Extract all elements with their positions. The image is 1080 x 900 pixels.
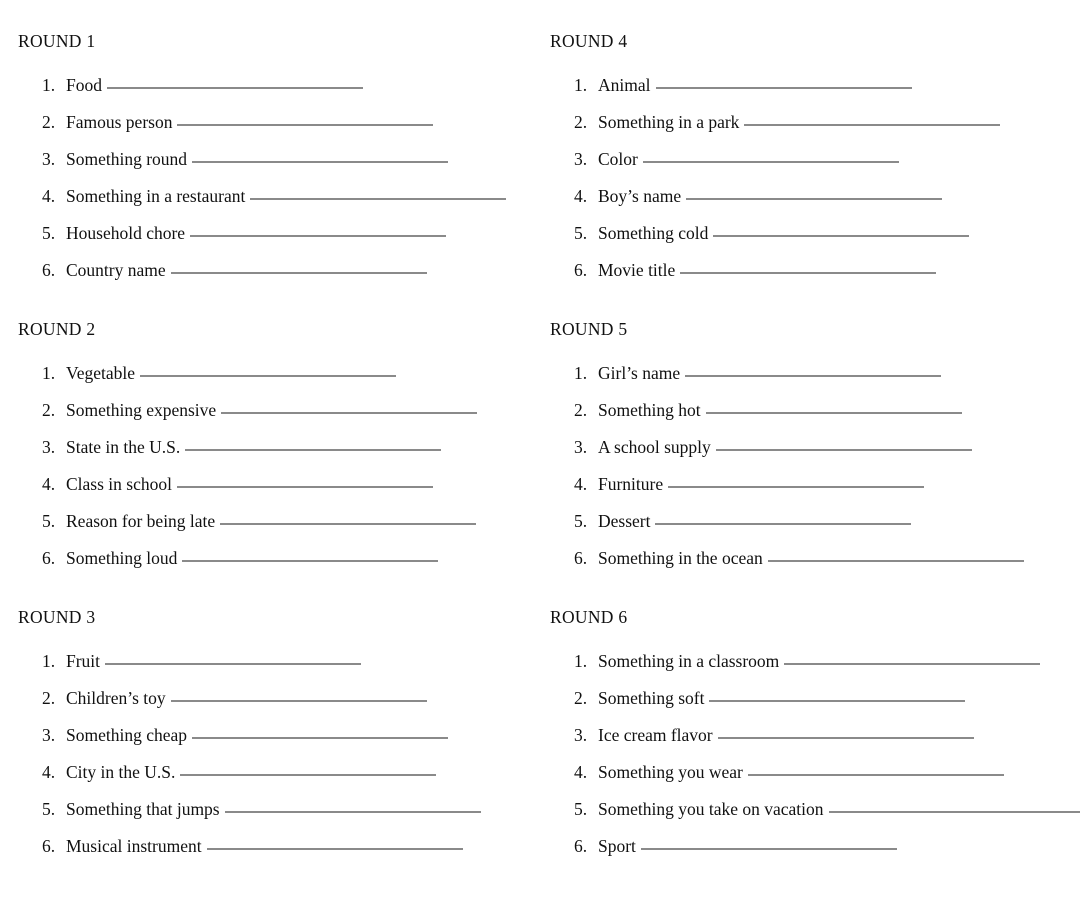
item-number: 3. [42,725,56,745]
item-number: 3. [574,149,588,169]
answer-blank[interactable] [220,522,476,525]
item-label: Something soft [598,688,705,708]
round-item-list [550,650,1080,872]
item-label: A school supply [598,437,711,457]
answer-blank[interactable] [641,847,897,850]
item-number: 4. [574,762,588,782]
round-item [550,148,1080,185]
round-item [18,74,540,111]
answer-blank[interactable] [171,271,427,274]
round-title: ROUND 3 [18,607,96,627]
round-title: ROUND 1 [18,31,96,51]
item-number: 4. [574,474,588,494]
answer-blank[interactable] [680,271,936,274]
item-label: Dessert [598,511,651,531]
round-item-list [18,74,540,296]
round-item [18,111,540,148]
item-number: 1. [574,75,588,95]
item-number: 3. [574,725,588,745]
item-label: Furniture [598,474,664,494]
answer-blank[interactable] [748,773,1004,776]
answer-blank[interactable] [107,86,363,89]
item-number: 2. [574,400,588,420]
item-label: Something cheap [66,725,188,745]
answer-blank[interactable] [250,197,506,200]
item-label: Sport [598,836,636,856]
answer-blank[interactable] [643,160,899,163]
item-label: Country name [66,260,166,280]
round-item [18,687,540,724]
item-number: 1. [574,363,588,383]
answer-blank[interactable] [686,197,942,200]
round-block-1 [18,31,540,319]
round-item [18,148,540,185]
round-item-list [18,650,540,872]
item-label: State in the U.S. [66,437,181,457]
item-number: 1. [42,651,56,671]
round-item [550,399,1080,436]
round-block-4 [550,31,1080,319]
item-label: Something expensive [66,400,217,420]
item-label: Animal [598,75,651,95]
item-label: Something you wear [598,762,743,782]
answer-blank[interactable] [668,485,924,488]
item-label: Something you take on vacation [598,799,824,819]
round-item [550,798,1080,835]
item-label: Something loud [66,548,178,568]
round-title: ROUND 6 [550,607,628,627]
item-label: Something in a park [598,112,740,132]
item-label: Something in a classroom [598,651,780,671]
item-label: Food [66,75,102,95]
answer-blank[interactable] [182,559,438,562]
round-item-list [550,362,1080,584]
round-item-list [18,362,540,584]
answer-blank[interactable] [225,810,481,813]
answer-blank[interactable] [784,662,1040,665]
item-number: 2. [574,688,588,708]
item-label: Vegetable [66,363,135,383]
item-label: Movie title [598,260,676,280]
item-number: 5. [42,799,56,819]
round-item [550,259,1080,296]
item-number: 6. [574,260,588,280]
item-label: Household chore [66,223,186,243]
round-item [550,111,1080,148]
answer-blank[interactable] [718,736,974,739]
item-label: Children’s toy [66,688,166,708]
answer-blank[interactable] [768,559,1024,562]
answer-blank[interactable] [656,86,912,89]
answer-blank[interactable] [713,234,969,237]
round-item [18,362,540,399]
item-number: 4. [42,762,56,782]
item-number: 1. [574,651,588,671]
round-item [550,473,1080,510]
round-item [550,835,1080,872]
item-number: 5. [574,223,588,243]
round-item [550,724,1080,761]
item-number: 6. [574,836,588,856]
round-item [550,436,1080,473]
item-number: 5. [42,511,56,531]
answer-blank[interactable] [171,699,427,702]
item-label: Ice cream flavor [598,725,713,745]
item-number: 4. [42,474,56,494]
item-label: Something round [66,149,188,169]
item-number: 2. [42,400,56,420]
answer-blank[interactable] [177,485,433,488]
item-number: 3. [574,437,588,457]
answer-blank[interactable] [744,123,1000,126]
item-label: Fruit [66,651,101,671]
answer-blank[interactable] [192,736,448,739]
item-number: 2. [42,112,56,132]
item-label: Something hot [598,400,701,420]
round-item [550,547,1080,584]
round-item [550,222,1080,259]
round-item [550,74,1080,111]
item-number: 1. [42,363,56,383]
item-number: 5. [574,511,588,531]
item-label: Reason for being late [66,511,216,531]
round-item [18,761,540,798]
item-number: 6. [574,548,588,568]
item-number: 2. [574,112,588,132]
item-number: 6. [42,836,56,856]
item-number: 1. [42,75,56,95]
round-item [18,547,540,584]
round-item [18,724,540,761]
round-block-6 [550,607,1080,895]
round-item [18,399,540,436]
round-item [550,687,1080,724]
answer-blank[interactable] [185,448,441,451]
answer-blank[interactable] [709,699,965,702]
worksheet-column-right [540,0,1080,900]
item-number: 6. [42,260,56,280]
item-label: Boy’s name [598,186,682,206]
item-label: Class in school [66,474,172,494]
round-item-list [550,74,1080,296]
item-label: Famous person [66,112,173,132]
item-label: Something in a restaurant [66,186,246,206]
round-item [550,650,1080,687]
item-label: Musical instrument [66,836,202,856]
item-label: Girl’s name [598,363,681,383]
answer-blank[interactable] [221,411,477,414]
item-number: 3. [42,149,56,169]
round-block-3 [18,607,540,895]
answer-blank[interactable] [192,160,448,163]
item-label: Something that jumps [66,799,220,819]
round-item [18,473,540,510]
round-title: ROUND 4 [550,31,628,51]
item-number: 5. [42,223,56,243]
round-block-2 [18,319,540,607]
round-item [18,650,540,687]
round-title: ROUND 5 [550,319,628,339]
round-block-5 [550,319,1080,607]
item-label: Something cold [598,223,709,243]
answer-blank[interactable] [190,234,446,237]
round-item [18,259,540,296]
answer-blank[interactable] [140,374,396,377]
item-number: 2. [42,688,56,708]
answer-blank[interactable] [207,847,463,850]
answer-blank[interactable] [180,773,436,776]
answer-blank[interactable] [716,448,972,451]
round-item [550,510,1080,547]
round-item [18,436,540,473]
item-number: 4. [42,186,56,206]
round-item [18,798,540,835]
answer-blank[interactable] [655,522,911,525]
round-title: ROUND 2 [18,319,96,339]
answer-blank[interactable] [177,123,433,126]
item-number: 6. [42,548,56,568]
item-number: 3. [42,437,56,457]
round-item [18,510,540,547]
answer-blank[interactable] [685,374,941,377]
round-item [550,362,1080,399]
item-number: 5. [574,799,588,819]
item-label: City in the U.S. [66,762,176,782]
answer-blank[interactable] [829,810,1080,813]
answer-blank[interactable] [706,411,962,414]
item-label: Something in the ocean [598,548,763,568]
round-item [18,835,540,872]
round-item [18,222,540,259]
item-label: Color [598,149,638,169]
round-item [18,185,540,222]
round-item [550,185,1080,222]
round-item [550,761,1080,798]
answer-blank[interactable] [105,662,361,665]
item-number: 4. [574,186,588,206]
